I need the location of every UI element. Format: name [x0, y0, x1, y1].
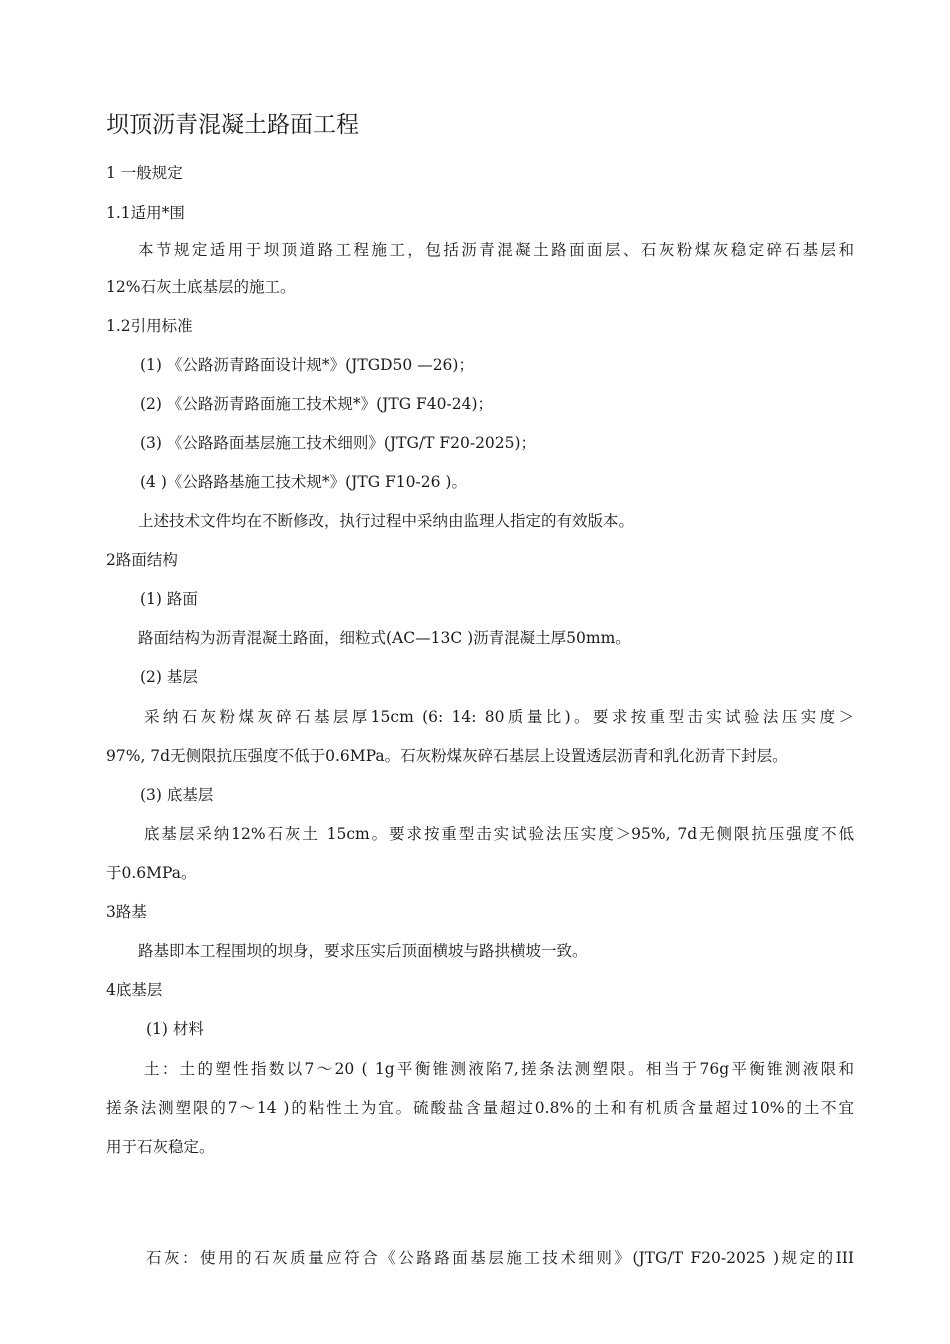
- subheading-base: (2) 基层: [140, 668, 198, 686]
- heading-roadbed: 3路基: [106, 903, 147, 921]
- paragraph-base-line-1: 采纳石灰粉煤灰碎石基层厚15cm (6: 14: 80质量比)。要求按重型击实试验法压实度＞: [144, 708, 854, 726]
- document-title: 坝顶沥青混凝土路面工程: [106, 112, 359, 138]
- paragraph-base-line-2: 97%, 7d无侧限抗压强度不低于0.6MPa。石灰粉煤灰碎石基层上设置透层沥青和乳化沥青下封层。: [106, 747, 788, 765]
- standard-item-4: (4 )《公路路基施工技术规*》(JTG F10-26 )。: [140, 473, 467, 491]
- paragraph-scope-line-2: 12%石灰土底基层的施工。: [106, 278, 296, 296]
- paragraph-subbase-line-1: 底基层采纳12%石灰土 15cm。要求按重型击实试验法压实度＞95%, 7d无侧限抗压强度不低: [144, 825, 854, 843]
- heading-scope: 1.1适用*围: [106, 204, 185, 222]
- paragraph-soil-line-2: 搓条法测塑限的7〜14 )的粘性土为宜。硫酸盐含量超过0.8%的土和有机质含量超过10%的土不宜: [106, 1099, 854, 1117]
- standard-item-2: (2) 《公路沥青路面施工技术规*》(JTG F40-24)；: [140, 395, 494, 413]
- paragraph-scope-line-1: 本节规定适用于坝顶道路工程施工，包括沥青混凝土路面面层、石灰粉煤灰稳定碎石基层和: [138, 241, 854, 259]
- subheading-pavement: (1) 路面: [140, 590, 198, 608]
- paragraph-version-note: 上述技术文件均在不断修改，执行过程中采纳由监理人指定的有效版本。: [138, 512, 635, 530]
- paragraph-soil-line-3: 用于石灰稳定。: [106, 1138, 215, 1156]
- subheading-subbase: (3) 底基层: [140, 786, 214, 804]
- heading-referenced-standards: 1.2引用标准: [106, 317, 193, 335]
- paragraph-pavement: 路面结构为沥青混凝土路面，细粒式(AC—13C )沥青混凝土厚50mm。: [138, 629, 631, 647]
- subheading-materials: (1) 材料: [146, 1020, 204, 1038]
- heading-subbase-section: 4底基层: [106, 981, 163, 999]
- heading-general-provisions: 1 一般规定: [106, 164, 183, 182]
- standard-item-1: (1) 《公路沥青路面设计规*》(JTGD50 —26)；: [140, 356, 474, 374]
- heading-pavement-structure: 2路面结构: [106, 551, 178, 569]
- standard-item-3: (3) 《公路路面基层施工技术细则》(JTG/T F20-2025)；: [140, 434, 537, 452]
- paragraph-roadbed: 路基即本工程围坝的坝身，要求压实后顶面横坡与路拱横坡一致。: [138, 942, 588, 960]
- paragraph-subbase-line-2: 于0.6MPa。: [106, 864, 197, 882]
- paragraph-soil-line-1: 土：土的塑性指数以7〜20 ( 1g平衡锥测液陷7,搓条法测塑限。相当于76g平衡锥测液限和: [144, 1060, 854, 1078]
- paragraph-lime-line-1: 石灰：使用的石灰质量应符合《公路路面基层施工技术细则》(JTG/T F20-2025 )规定的III: [146, 1249, 854, 1267]
